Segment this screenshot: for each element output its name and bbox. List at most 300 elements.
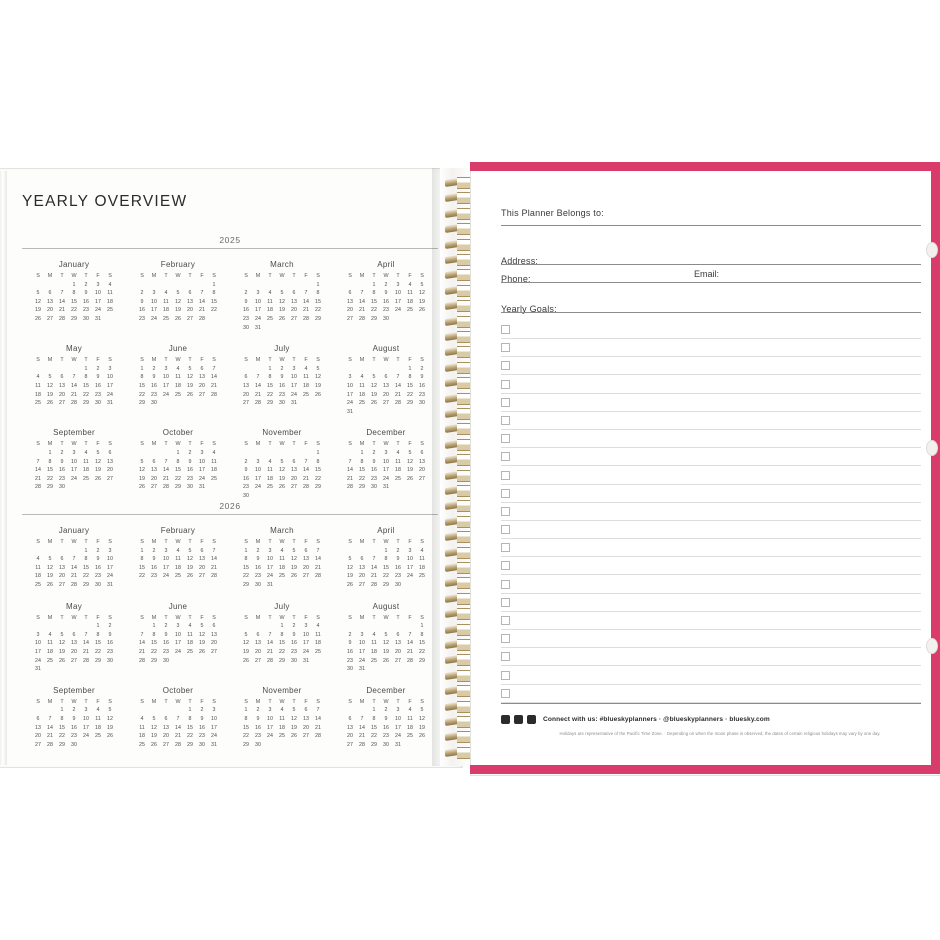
right-page-content — [501, 203, 921, 736]
goal-row[interactable] — [501, 430, 921, 448]
social-row[interactable] — [501, 715, 770, 724]
dow-header: W — [383, 539, 389, 545]
day-cell: 27 — [303, 573, 309, 580]
week-row — [32, 657, 116, 666]
day-cell: 19 — [107, 724, 113, 731]
week-row — [136, 373, 220, 382]
goal-row[interactable] — [501, 594, 921, 612]
day-cell: 23 — [371, 475, 377, 482]
day-cell: 2 — [140, 290, 144, 297]
week-row — [32, 289, 116, 298]
empty-cell — [240, 449, 252, 458]
page-edge — [0, 171, 7, 765]
day-cell: 29 — [279, 657, 285, 664]
day-cell: 15 — [371, 298, 377, 305]
day-cell: 14 — [139, 640, 145, 647]
day-cell: 24 — [151, 315, 157, 322]
day-cell: 17 — [163, 564, 169, 571]
day-cell: 13 — [211, 631, 217, 638]
goal-checkbox[interactable] — [501, 689, 510, 698]
empty-cell — [92, 665, 104, 674]
day-cell: 13 — [107, 458, 113, 465]
day-cell: 8 — [212, 290, 216, 297]
empty-cell — [148, 281, 160, 290]
empty-cell — [252, 492, 264, 501]
pinterest-icon[interactable] — [514, 715, 523, 724]
goal-checkbox[interactable] — [501, 580, 510, 589]
day-cell: 11 — [407, 290, 413, 297]
empty-cell — [344, 547, 356, 556]
day-cell: 7 — [212, 365, 216, 372]
empty-cell — [92, 741, 104, 750]
day-cell: 15 — [359, 467, 365, 474]
week-row — [136, 555, 220, 564]
empty-cell — [416, 581, 428, 590]
goal-checkbox[interactable] — [501, 416, 510, 425]
day-cell: 3 — [84, 707, 88, 714]
empty-cell — [356, 706, 368, 715]
day-cell: 3 — [360, 631, 364, 638]
dow-header: T — [164, 539, 168, 545]
day-cell: 17 — [267, 564, 273, 571]
day-cell: 14 — [315, 715, 321, 722]
day-cell: 6 — [256, 631, 260, 638]
day-cell: 5 — [292, 547, 296, 554]
week-row — [32, 741, 116, 750]
dow-header: F — [96, 614, 100, 621]
goal-row[interactable] — [501, 321, 921, 339]
dow-header: S — [316, 698, 320, 705]
day-cell: 19 — [371, 391, 377, 398]
dow-header: M — [47, 357, 53, 364]
day-cell: 3 — [348, 374, 352, 381]
empty-cell — [240, 622, 252, 631]
goal-checkbox[interactable] — [501, 398, 510, 407]
day-cell: 21 — [359, 733, 365, 740]
day-cell: 27 — [199, 391, 205, 398]
goal-checkbox[interactable] — [501, 507, 510, 516]
week-row — [136, 382, 220, 391]
day-cell: 4 — [360, 374, 364, 381]
month-name: October — [162, 685, 194, 695]
dow-header: F — [408, 614, 412, 621]
day-cell: 6 — [188, 290, 192, 297]
week-row — [344, 572, 428, 581]
goal-row[interactable] — [501, 612, 921, 630]
goal-row[interactable] — [501, 648, 921, 666]
day-cell: 4 — [188, 623, 192, 630]
day-cell: 25 — [211, 475, 217, 482]
yearly-goals-field[interactable] — [501, 299, 921, 317]
day-cell: 15 — [243, 564, 249, 571]
address-field[interactable] — [501, 251, 921, 269]
page-punch-hole — [926, 440, 938, 456]
day-cell: 2 — [292, 623, 296, 630]
day-cell: 27 — [71, 657, 77, 664]
goal-checkbox[interactable] — [501, 380, 510, 389]
empty-cell — [208, 399, 220, 408]
day-cell: 25 — [359, 400, 365, 407]
dow-header: S — [348, 539, 352, 545]
day-cell: 18 — [279, 724, 285, 731]
week-row — [344, 741, 428, 750]
goal-checkbox[interactable] — [501, 598, 510, 607]
empty-cell — [80, 622, 92, 631]
phone-label: Phone: — [501, 274, 531, 284]
day-cell: 13 — [255, 640, 261, 647]
empty-cell — [264, 281, 276, 290]
day-cell: 21 — [163, 475, 169, 482]
day-cell: 12 — [139, 467, 145, 474]
day-cell: 14 — [71, 382, 77, 389]
month-name: September — [53, 685, 95, 695]
day-cell: 1 — [188, 707, 192, 714]
goal-row[interactable] — [501, 467, 921, 485]
goal-row[interactable] — [501, 412, 921, 430]
day-cell: 12 — [199, 631, 205, 638]
day-cell: 18 — [187, 640, 193, 647]
goal-checkbox[interactable] — [501, 452, 510, 461]
instagram-icon[interactable] — [501, 715, 510, 724]
dow-header: S — [316, 441, 320, 448]
goal-row[interactable] — [501, 357, 921, 375]
day-cell: 2 — [244, 458, 248, 465]
week-row — [136, 458, 220, 467]
dow-header: F — [200, 357, 204, 364]
day-cell: 16 — [255, 564, 261, 571]
dow-header: M — [151, 273, 157, 279]
month-august — [334, 597, 438, 681]
goal-row[interactable] — [501, 576, 921, 594]
empty-cell — [356, 365, 368, 374]
dow-header: F — [200, 441, 204, 448]
day-cell: 17 — [71, 467, 77, 474]
day-cell: 30 — [71, 741, 77, 748]
day-cell: 12 — [59, 640, 65, 647]
day-cell: 14 — [59, 298, 65, 305]
month-name: August — [372, 601, 400, 611]
phone-field[interactable] — [501, 269, 921, 287]
day-cell: 12 — [407, 458, 413, 465]
week-row — [32, 648, 116, 657]
day-cell: 21 — [315, 724, 321, 731]
day-cell: 4 — [396, 449, 400, 456]
dow-header: F — [200, 273, 204, 279]
goal-row[interactable] — [501, 667, 921, 685]
week-row — [136, 648, 220, 657]
week-row — [344, 555, 428, 564]
dow-header: F — [200, 614, 204, 621]
day-cell: 6 — [360, 556, 364, 563]
day-cell: 16 — [243, 307, 249, 314]
goal-checkbox[interactable] — [501, 434, 510, 443]
dow-header: M — [255, 357, 261, 364]
empty-cell — [104, 665, 116, 674]
week-row — [32, 365, 116, 374]
goal-checkbox[interactable] — [501, 671, 510, 680]
goal-checkbox[interactable] — [501, 325, 510, 334]
empty-cell — [44, 622, 56, 631]
page-punch-hole — [926, 242, 938, 258]
week-row — [32, 555, 116, 564]
dow-header: T — [268, 441, 272, 448]
goal-row[interactable] — [501, 376, 921, 394]
goal-row[interactable] — [501, 685, 921, 703]
goals-checklist[interactable] — [501, 321, 921, 703]
goal-row[interactable] — [501, 521, 921, 539]
day-cell: 3 — [72, 449, 76, 456]
day-cell: 19 — [139, 475, 145, 482]
day-cell: 7 — [408, 631, 412, 638]
empty-cell — [148, 706, 160, 715]
goal-row[interactable] — [501, 557, 921, 575]
day-cell: 27 — [163, 741, 169, 748]
day-cell: 17 — [163, 382, 169, 389]
day-cell: 1 — [212, 281, 216, 288]
dow-header: W — [175, 614, 181, 621]
day-cell: 23 — [59, 475, 65, 482]
day-cell: 6 — [420, 449, 424, 456]
goal-row[interactable] — [501, 339, 921, 357]
goal-checkbox[interactable] — [501, 343, 510, 352]
week-row — [136, 622, 220, 631]
goal-checkbox[interactable] — [501, 361, 510, 370]
dow-header: T — [84, 357, 88, 364]
day-cell: 9 — [200, 715, 204, 722]
empty-cell — [136, 449, 148, 458]
day-cell: 27 — [347, 741, 353, 748]
empty-cell — [32, 622, 44, 631]
goal-checkbox[interactable] — [501, 471, 510, 480]
day-cell: 6 — [396, 631, 400, 638]
dow-header: T — [188, 539, 192, 545]
week-row — [240, 715, 324, 724]
day-cell: 31 — [303, 657, 309, 664]
day-cell: 13 — [163, 724, 169, 731]
day-cell: 2 — [152, 547, 156, 554]
footer-rule — [501, 703, 921, 704]
week-row — [32, 449, 116, 458]
day-cell: 8 — [72, 290, 76, 297]
day-cell: 1 — [316, 449, 320, 456]
goal-row[interactable] — [501, 394, 921, 412]
day-cell: 18 — [95, 724, 101, 731]
day-cell: 15 — [267, 382, 273, 389]
month-july — [230, 597, 334, 681]
day-cell: 17 — [383, 467, 389, 474]
dow-header: T — [268, 539, 272, 545]
month-december — [334, 681, 438, 757]
day-cell: 11 — [83, 458, 89, 465]
dow-header: M — [151, 614, 157, 621]
goal-checkbox[interactable] — [501, 525, 510, 534]
dow-header: T — [60, 614, 64, 621]
empty-cell — [160, 399, 172, 408]
goal-row[interactable] — [501, 539, 921, 557]
day-cell: 2 — [256, 707, 260, 714]
week-row — [344, 391, 428, 400]
goal-row[interactable] — [501, 503, 921, 521]
day-cell: 10 — [35, 640, 41, 647]
goal-checkbox[interactable] — [501, 543, 510, 552]
day-cell: 11 — [175, 374, 181, 381]
day-cell: 1 — [420, 623, 424, 630]
day-cell: 10 — [211, 715, 217, 722]
day-cell: 4 — [36, 556, 40, 563]
empty-cell — [80, 483, 92, 492]
empty-cell — [344, 365, 356, 374]
day-cell: 3 — [268, 547, 272, 554]
dow-header: S — [244, 357, 248, 364]
day-cell: 20 — [303, 564, 309, 571]
day-cell: 14 — [303, 298, 309, 305]
dow-header: S — [108, 441, 112, 448]
empty-cell — [32, 281, 44, 290]
email-label: Email: — [694, 269, 720, 279]
day-cell: 5 — [48, 374, 52, 381]
dow-header: F — [96, 273, 100, 279]
goal-checkbox[interactable] — [501, 634, 510, 643]
empty-cell — [276, 741, 288, 750]
empty-cell — [392, 483, 404, 492]
day-cell: 27 — [59, 581, 65, 588]
day-cell: 10 — [71, 458, 77, 465]
day-cell: 24 — [383, 475, 389, 482]
day-cell: 1 — [60, 707, 64, 714]
dow-header: S — [420, 539, 424, 545]
goal-row[interactable] — [501, 485, 921, 503]
month-calendar — [32, 698, 116, 750]
day-cell: 13 — [303, 715, 309, 722]
empty-cell — [32, 365, 44, 374]
dow-header: T — [268, 273, 272, 279]
week-row — [344, 547, 428, 556]
goal-checkbox[interactable] — [501, 489, 510, 498]
goal-checkbox[interactable] — [501, 561, 510, 570]
day-cell: 2 — [60, 449, 64, 456]
day-cell: 17 — [107, 382, 113, 389]
day-cell: 16 — [95, 382, 101, 389]
goal-checkbox[interactable] — [501, 616, 510, 625]
day-cell: 4 — [140, 715, 144, 722]
empty-cell — [196, 281, 208, 290]
day-cell: 9 — [152, 556, 156, 563]
dow-header: S — [348, 614, 352, 621]
day-cell: 19 — [347, 573, 353, 580]
day-cell: 18 — [407, 298, 413, 305]
month-september — [22, 681, 126, 757]
month-calendar — [136, 538, 220, 581]
day-cell: 15 — [175, 467, 181, 474]
empty-cell — [136, 706, 148, 715]
page-title: YEARLY OVERVIEW — [22, 193, 188, 210]
day-cell: 12 — [107, 715, 113, 722]
week-row — [32, 399, 116, 408]
day-cell: 19 — [151, 733, 157, 740]
week-row — [136, 483, 220, 492]
day-cell: 15 — [315, 467, 321, 474]
day-cell: 27 — [211, 648, 217, 655]
week-row — [136, 449, 220, 458]
empty-cell — [56, 281, 68, 290]
day-cell: 28 — [347, 484, 353, 491]
day-cell: 31 — [347, 408, 353, 415]
dow-header: S — [316, 273, 320, 279]
belongs-to-field[interactable] — [501, 203, 921, 221]
goal-checkbox[interactable] — [501, 652, 510, 661]
day-cell: 11 — [187, 631, 193, 638]
day-cell: 7 — [316, 707, 320, 714]
week-row — [240, 492, 324, 501]
day-cell: 25 — [139, 741, 145, 748]
day-cell: 4 — [176, 365, 180, 372]
day-cell: 10 — [359, 640, 365, 647]
day-cell: 4 — [372, 631, 376, 638]
week-row — [136, 724, 220, 733]
dow-header: T — [292, 273, 296, 279]
day-cell: 9 — [384, 715, 388, 722]
day-cell: 17 — [347, 391, 353, 398]
empty-cell — [32, 547, 44, 556]
day-cell: 15 — [371, 724, 377, 731]
dow-header: T — [396, 357, 400, 364]
dow-header: M — [151, 357, 157, 364]
day-cell: 18 — [35, 391, 41, 398]
week-row — [136, 639, 220, 648]
day-cell: 23 — [419, 391, 425, 398]
day-cell: 20 — [359, 573, 365, 580]
day-cell: 20 — [107, 467, 113, 474]
day-cell: 9 — [140, 298, 144, 305]
day-cell: 16 — [371, 467, 377, 474]
facebook-icon[interactable] — [527, 715, 536, 724]
dow-header: T — [292, 539, 296, 545]
day-cell: 14 — [35, 467, 41, 474]
month-name: February — [160, 260, 196, 269]
day-cell: 19 — [279, 307, 285, 314]
day-cell: 25 — [303, 391, 309, 398]
day-cell: 9 — [256, 715, 260, 722]
day-cell: 17 — [175, 640, 181, 647]
day-cell: 19 — [315, 382, 321, 389]
dow-header: M — [255, 273, 261, 279]
day-cell: 12 — [291, 715, 297, 722]
yearly-goals-label: Yearly Goals: — [501, 304, 557, 314]
week-row — [344, 306, 428, 315]
dow-header: F — [96, 698, 100, 705]
empty-cell — [252, 281, 264, 290]
day-cell: 25 — [83, 475, 89, 482]
day-cell: 29 — [95, 657, 101, 664]
cover-edge-top — [470, 162, 940, 171]
empty-cell — [68, 365, 80, 374]
goal-row[interactable] — [501, 448, 921, 466]
empty-cell — [32, 449, 44, 458]
empty-cell — [300, 741, 312, 750]
dow-header: S — [108, 357, 112, 364]
empty-cell — [104, 741, 116, 750]
week-row — [32, 581, 116, 590]
page-punch-hole — [926, 638, 938, 654]
dow-header: S — [212, 698, 216, 705]
empty-cell — [44, 547, 56, 556]
empty-cell — [416, 483, 428, 492]
day-cell: 24 — [359, 657, 365, 664]
goal-row[interactable] — [501, 630, 921, 648]
empty-cell — [148, 449, 160, 458]
day-cell: 14 — [175, 724, 181, 731]
dow-header: W — [279, 698, 285, 705]
